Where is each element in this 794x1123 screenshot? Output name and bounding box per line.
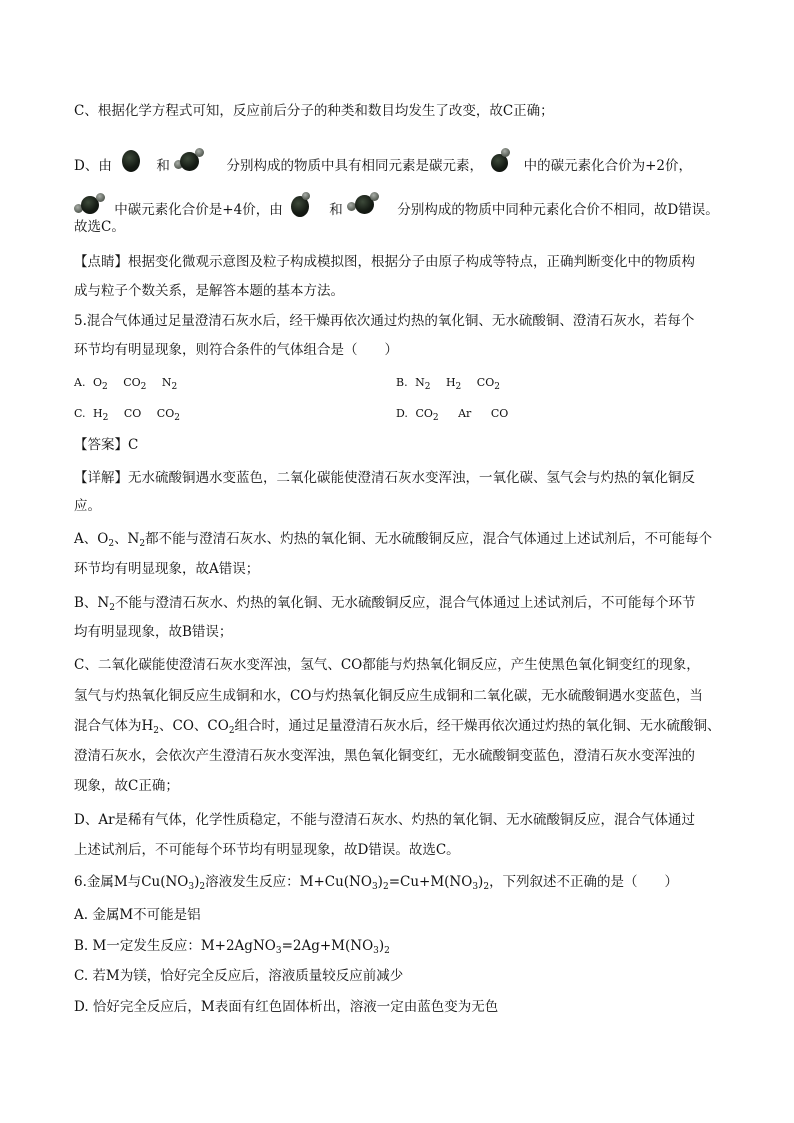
key-point-line-2: 成与粒子个数关系，是解答本题的基本方法。 — [74, 283, 344, 299]
co-molecule-icon — [287, 192, 315, 220]
q6-option-a: A. 金属M不可能是铝 — [74, 907, 201, 923]
d-line1-mid: 分别构成的物质中具有相同元素是碳元素， — [226, 158, 484, 174]
solution-d-line-2 — [74, 192, 719, 220]
question-5-line-1: 5.混合气体通过足量澄清石灰水后，经干燥再依次通过灼热的氧化铜、无水硫酸铜、澄清石灰水，若每个 — [74, 313, 695, 329]
analysis-c-line-4: 澄清石灰水，会依次产生澄清石灰水变浑浊，黑色氧化铜变红，无水硫酸铜变蓝色，澄清石灰水变浑浊的 — [74, 748, 695, 764]
q6-option-d: D. 恰好完全反应后，M表面有红色固体析出，溶液一定由蓝色变为无色 — [74, 999, 499, 1015]
option-a: A. $O_2$ $CO_2$ $N_2$ — [74, 376, 178, 392]
co2-molecule-icon — [347, 192, 383, 220]
d-line1-prefix: D、由 — [74, 158, 112, 174]
analysis-a-line-1: A、$O_2$、$N_2$都不能与澄清石灰水、灼热的氧化铜、无水硫酸铜反应，混合气体通过上述试剂后，不可能每个 — [74, 531, 713, 549]
analysis-c-line-2: 氢气与灼热氧化铜反应生成铜和水，CO与灼热氧化铜反应生成铜和二氧化碳，无水硫酸铜遇水变蓝色，当 — [74, 688, 703, 704]
q6-option-b: B. M一定发生反应：$M+2AgNO_3=2Ag+M(NO_3)_2$ — [74, 938, 390, 956]
d-line2-suffix: 分别构成的物质中同种元素化合价不相同，故D错误。 — [397, 202, 719, 218]
conclusion-line: 故选C。 — [74, 219, 125, 235]
analysis-d-line-1: D、Ar是稀有气体，化学性质稳定，不能与澄清石灰水、灼热的氧化铜、无水硫酸铜反应，混合气体通过 — [74, 812, 696, 828]
explanation-line-1: 【详解】无水硫酸铜遇水变蓝色，二氧化碳能使澄清石灰水变浑浊，一氧化碳、氢气会与灼热的氧化铜反 — [74, 470, 695, 486]
analysis-d-line-2: 上述试剂后，不可能每个环节均有明显现象，故D错误。故选C。 — [74, 842, 460, 858]
analysis-c-line-3: 混合气体为$H_2$、CO、$CO_2$组合时，通过足量澄清石灰水后，经干燥再依次通过灼热的氧化铜、无水硫酸铜、 — [74, 718, 721, 736]
answer-line: 【答案】C — [74, 437, 139, 453]
question-5-line-2: 环节均有明显现象，则符合条件的气体组合是（ ） — [74, 342, 398, 358]
analysis-b-line-1: B、$N_2$不能与澄清石灰水、灼热的氧化铜、无水硫酸铜反应，混合气体通过上述试剂后，不可能每个环节 — [74, 595, 696, 613]
d-line1-and: 和 — [156, 158, 170, 174]
solution-c-line: C、根据化学方程式可知，反应前后分子的种类和数目均发生了改变，故C正确； — [74, 103, 554, 119]
co-molecule-icon — [116, 148, 142, 176]
d-line2-prefix: 中碳元素化合价是+4价，由 — [114, 202, 283, 218]
analysis-a-line-2: 环节均有明显现象，故A错误； — [74, 561, 260, 577]
co2-molecule-icon — [174, 148, 208, 176]
q6-option-c: C. 若M为镁，恰好完全反应后，溶液质量较反应前减少 — [74, 968, 404, 984]
option-c: C. $H_2$ CO $CO_2$ — [74, 407, 180, 423]
analysis-c-line-1: C、二氧化碳能使澄清石灰水变浑浊，氢气、CO都能与灼热氧化铜反应，产生使黑色氧化铜变红的现象， — [74, 657, 700, 673]
question-6-line: 6.金属M与$Cu(NO_3)_2$溶液发生反应：$M+Cu(NO_3)_2=Cu+M(NO_3)_2$，下列叙述不正确的是（ ） — [74, 874, 679, 892]
explanation-line-2: 应。 — [74, 498, 101, 514]
d-line2-and: 和 — [329, 202, 343, 218]
d-line1-suffix: 中的碳元素化合价为+2价， — [523, 158, 693, 174]
analysis-c-line-5: 现象，故C正确； — [74, 778, 179, 794]
analysis-b-line-2: 均有明显现象，故B错误； — [74, 624, 233, 640]
co2-molecule-icon — [74, 192, 110, 220]
key-point-line-1: 【点睛】根据变化微观示意图及粒子构成模拟图，根据分子由原子构成等特点，正确判断变化中的物质构 — [74, 254, 695, 270]
option-b: B. $N_2$ $H_2$ $CO_2$ — [396, 376, 500, 392]
option-d: D. $CO_2$ Ar CO — [396, 407, 509, 423]
solution-d-line-1 — [74, 148, 692, 176]
co-molecule-icon — [487, 148, 513, 176]
